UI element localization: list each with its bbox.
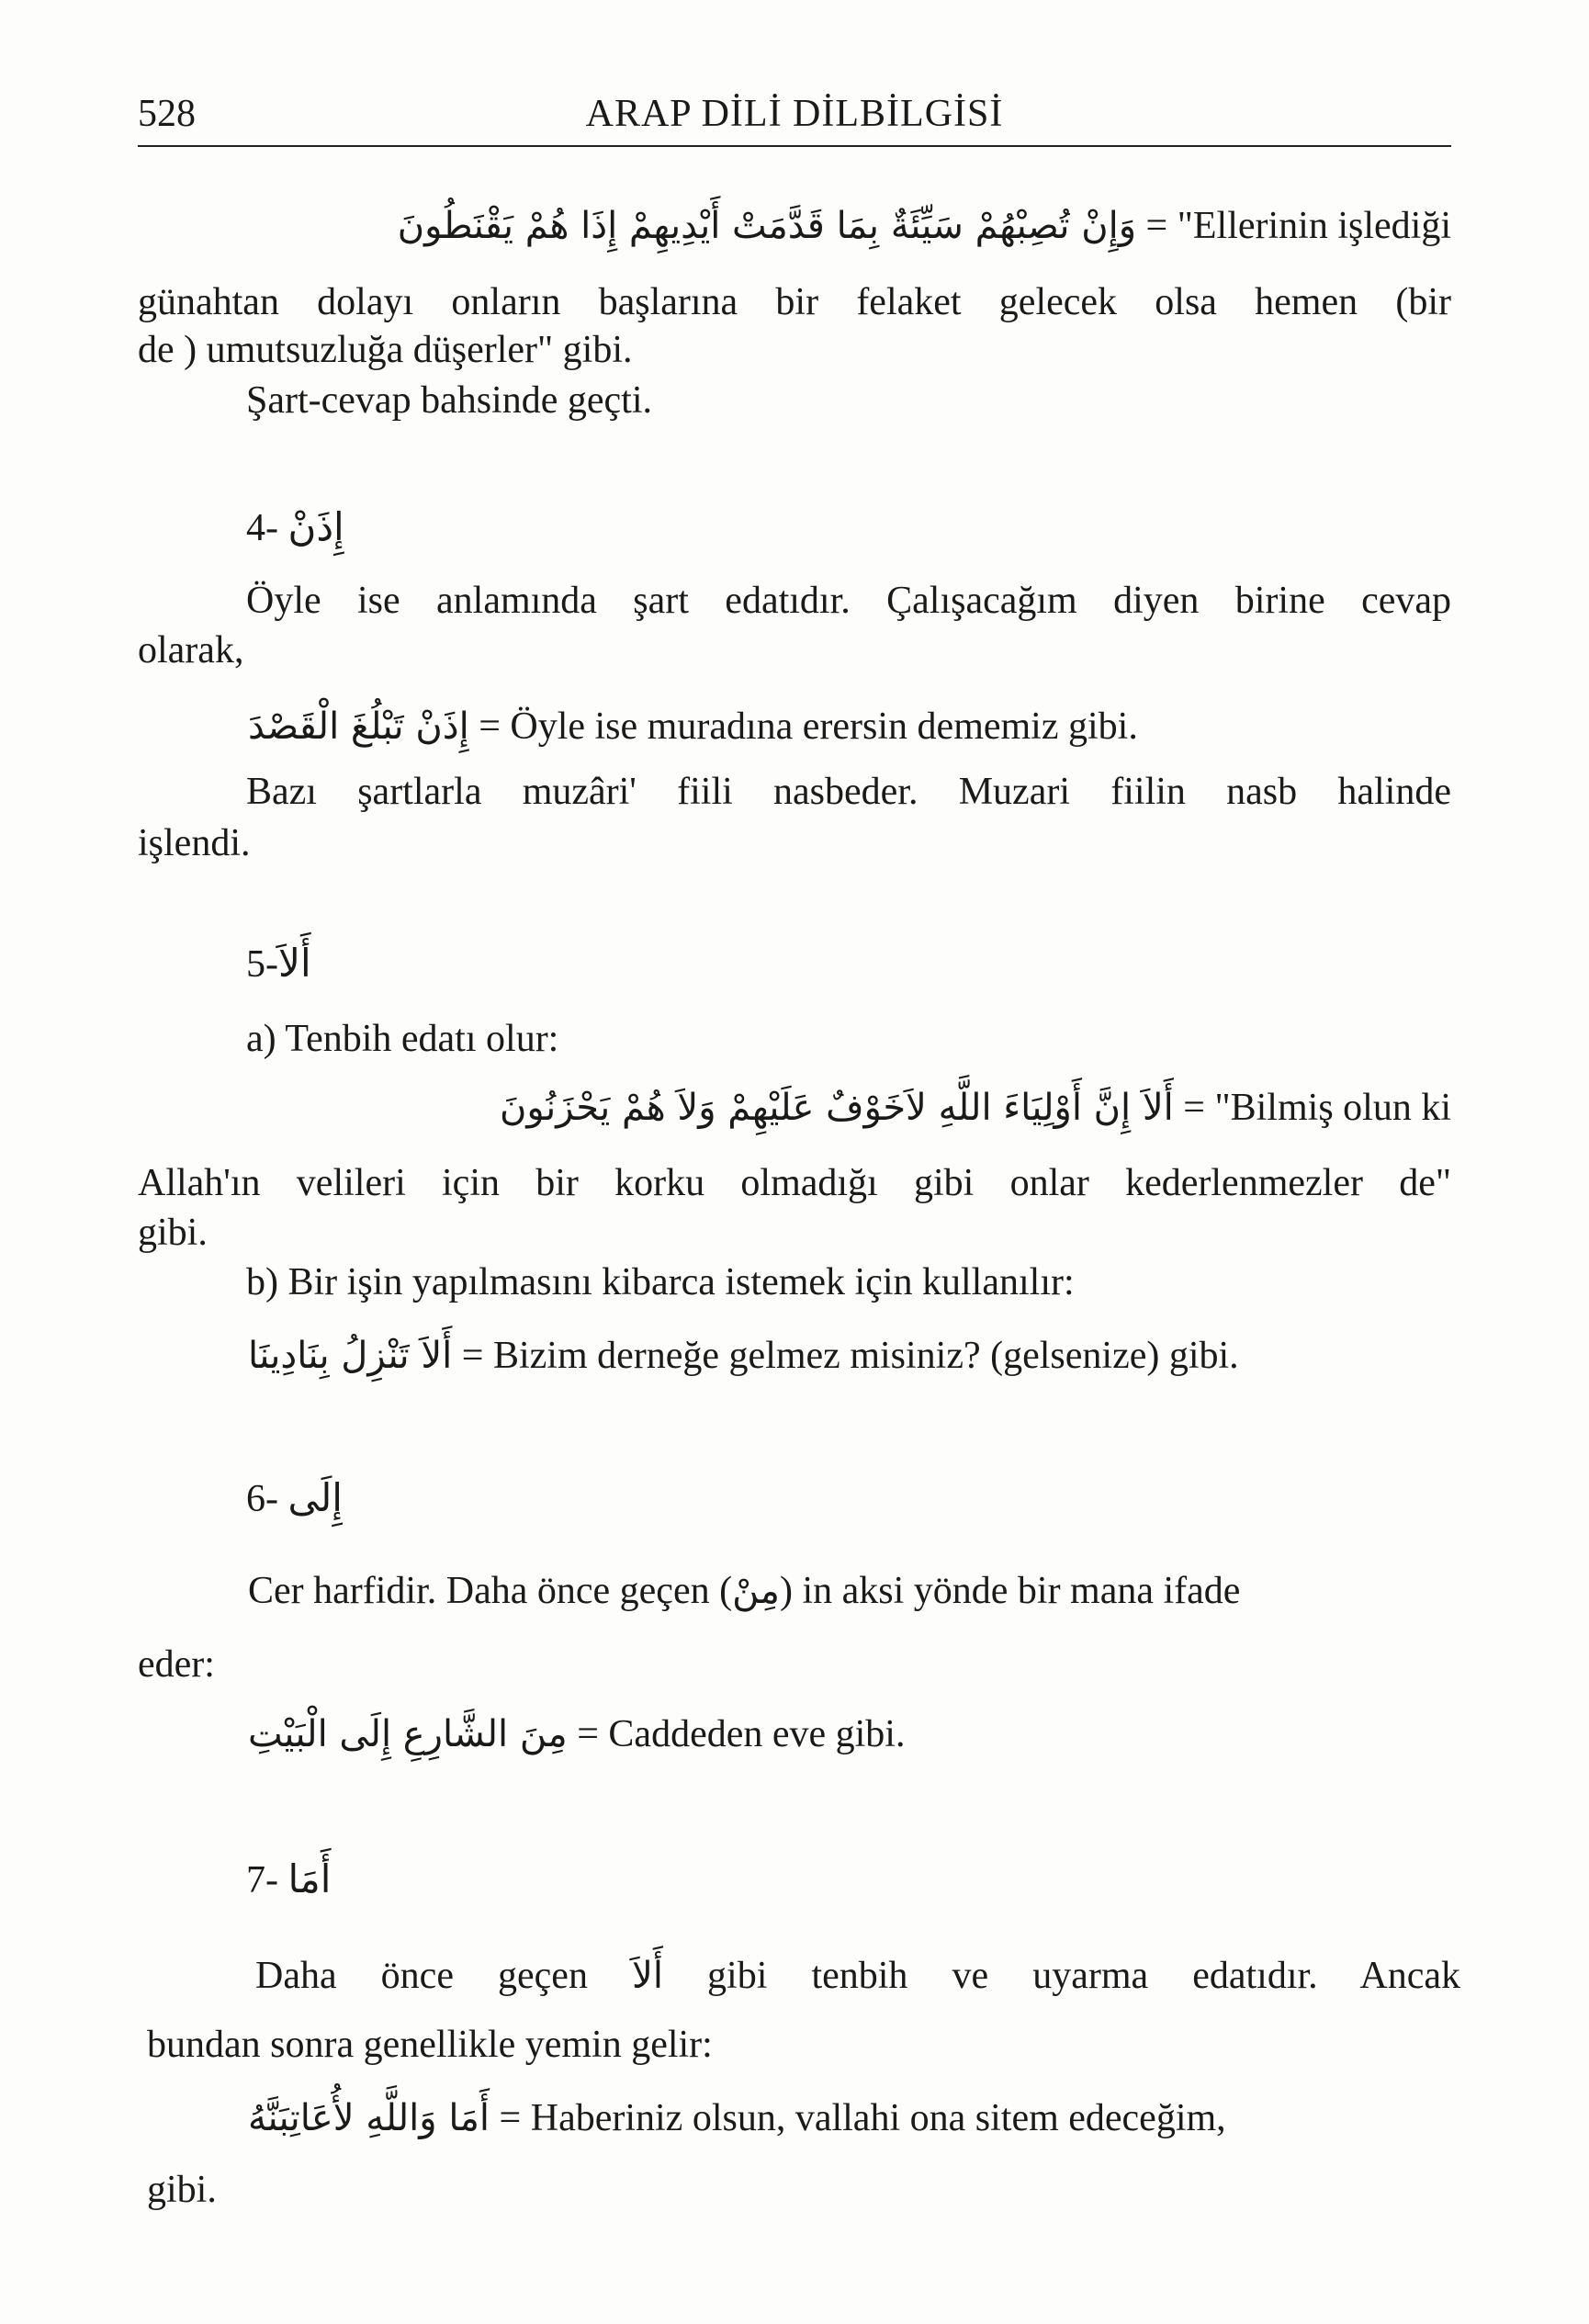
section-number: 6- [246, 1478, 278, 1520]
section-arabic-term: أَلاَ [278, 941, 311, 986]
page-number: 528 [138, 93, 196, 135]
paragraph-line [248, 1567, 1240, 1615]
running-title: ARAP DİLİ DİLBİLGİSİ [585, 93, 1004, 135]
paragraph-line: işlendi. [138, 822, 251, 864]
arabic-example: مِنَ الشَّارِعِ إِلَى الْبَيْتِ [248, 1713, 568, 1755]
paragraph-line: günahtan dolayı onların başlarına bir felaket gelecek olsa hemen (bir [138, 281, 1451, 323]
section-heading-4 [246, 503, 344, 552]
example-translation: = Haberiniz olsun, vallahi ona sitem edeceğim, [499, 2097, 1226, 2139]
example-line [248, 1710, 905, 1758]
section-heading-5 [246, 940, 311, 988]
paragraph-line: b) Bir işin yapılmasını kibarca istemek için kullanılır: [246, 1261, 1075, 1303]
arabic-inline-term: مِنْ [732, 1570, 780, 1612]
arabic-inline-term: أَلاَ [632, 1955, 663, 1997]
paragraph-line: gibi. [138, 1212, 208, 1254]
paragraph-line: Allah'ın velileri için bir korku olmadığı gibi onlar kederlenmezler de" [138, 1162, 1451, 1204]
section-number: 4- [246, 507, 278, 549]
paragraph-line: Öyle ise anlamında şart edatıdır. Çalışacağım diyen birine cevap [246, 580, 1451, 622]
paragraph-line: Şart-cevap bahsinde geçti. [246, 379, 652, 422]
text-fragment: ) in aksi yönde bir mana ifade [779, 1570, 1241, 1612]
example-line [248, 1332, 1239, 1380]
verse-line [243, 1084, 1451, 1132]
paragraph-line: gibi. [147, 2169, 217, 2211]
section-number: 7- [246, 1859, 278, 1901]
paragraph-line [255, 1952, 1460, 2000]
paragraph-line: de ) umutsuzluğa düşerler" gibi. [138, 329, 633, 371]
example-translation: = Caddeden eve gibi. [577, 1713, 906, 1755]
translation-start: = "Bilmiş olun ki [1183, 1087, 1451, 1129]
paragraph-line: Bazı şartlarla muzâri' fiili nasbeder. Muzari fiilin nasb halinde [246, 771, 1451, 813]
section-number: 5- [246, 943, 278, 986]
text-fragment: gibi tenbih ve uyarma edatıdır. Ancak [707, 1955, 1461, 1997]
section-heading-7 [246, 1856, 331, 1904]
example-line [248, 703, 1138, 750]
example-translation: = Bizim derneğe gelmez misiniz? (gelsenize) gibi. [461, 1335, 1239, 1377]
example-translation: = Öyle ise muradına erersin dememiz gibi. [479, 705, 1138, 748]
paragraph-line: bundan sonra genellikle yemin gelir: [147, 2024, 713, 2066]
text-fragment: Cer harfidir. Daha önce geçen ( [248, 1570, 733, 1612]
arabic-example: أَلاَ تَنْزِلُ بِنَادِينَا [248, 1335, 453, 1377]
arabic-verse: وَإِنْ تُصِبْهُمْ سَيِّئَةٌ بِمَا قَدَّمَتْ أَيْدِيهِمْ إِذَا هُمْ يَقْنَطُونَ [397, 205, 1137, 247]
arabic-verse: أَلاَ إِنَّ أَوْلِيَاءَ اللَّهِ لاَخَوْفٌ عَلَيْهِمْ وَلاَ هُمْ يَحْزَنُونَ [500, 1087, 1174, 1129]
section-arabic-term: إِذَنْ [287, 504, 344, 549]
paragraph-line: eder: [138, 1643, 215, 1686]
paragraph-line: olarak, [138, 629, 244, 671]
text-fragment: Daha önce geçen [255, 1955, 588, 1997]
section-arabic-term: أَمَا [287, 1856, 332, 1901]
arabic-example: أَمَا وَاللَّهِ لأُعَاتِبَنَّهُ [248, 2097, 490, 2139]
verse-line [243, 202, 1451, 250]
page-header [138, 88, 1451, 147]
section-heading-6 [246, 1474, 343, 1523]
paragraph-line: a) Tenbih edatı olur: [246, 1018, 559, 1060]
example-line [248, 2094, 1226, 2142]
section-arabic-term: إِلَى [287, 1475, 343, 1520]
translation-start: = "Ellerinin işlediği [1145, 205, 1451, 247]
arabic-example: إِذَنْ تَبْلُغَ الْقَصْدَ [248, 705, 469, 748]
